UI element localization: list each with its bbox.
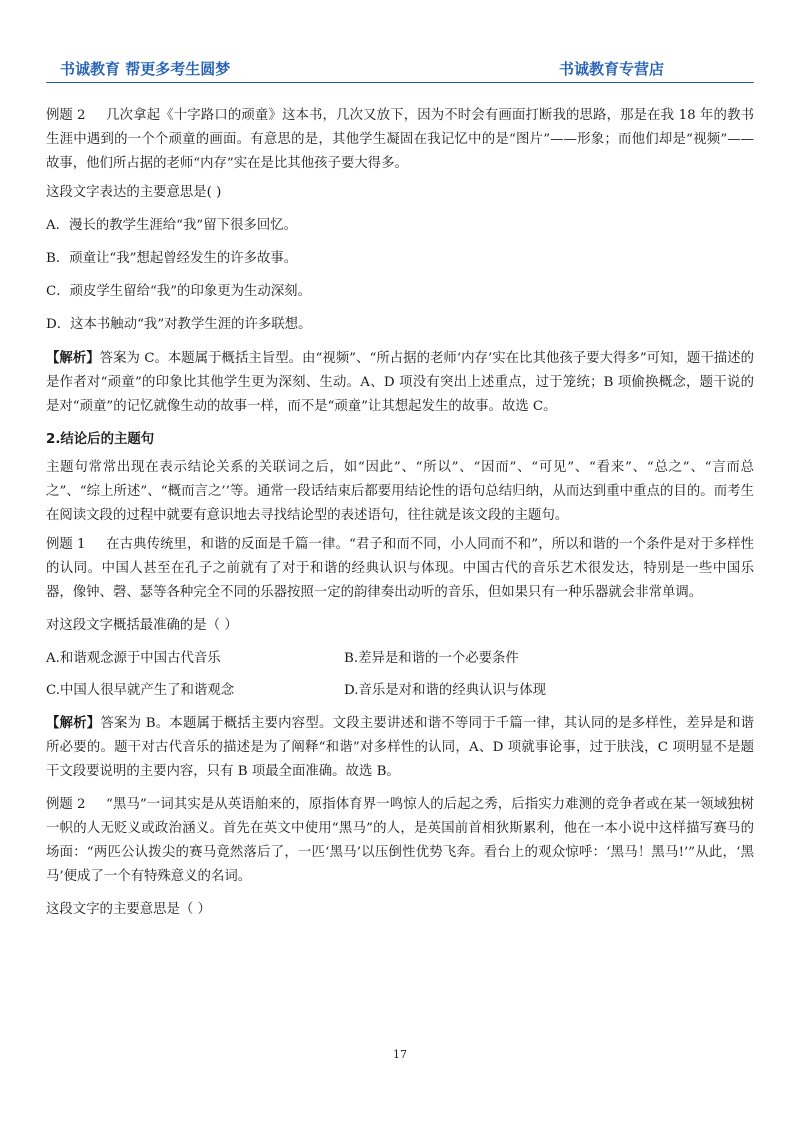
question-prompt: 这段文字的主要意思是（ ） — [46, 901, 211, 917]
section-paragraph: 主题句常常出现在表示结论关系的关联词之后，如“因此”、“所以”、“因而”、“可见”、“看来”、“总之”、“言而总之”、“综上所述”、“概而言之’’等。通常一段话结束后都要用结论性的语句总结归纳，从而达到重中重点的目的。而考生在阅读文段的过程中就要有意识地去寻找结论型的表述语句，往往就是该文段的主题句。 — [46, 460, 754, 523]
analysis-text: 答案为 B。本题属于概括主要内容型。文段主要讲述和谐不等同于千篇一律，其认同的是多样性，差异是和谐所必要的。题干对古代音乐的描述是为了阐释“和谐”对多样性的认同，A、D 项就事论事，过于肤浅，C 项明显不是题干文段要说明的主要内容，只有 B 项最全面准确。故选 B。 — [46, 715, 755, 779]
example-2-passage — [46, 793, 754, 889]
header-left-brand: 书诚教育 帮更多考生圆梦 — [60, 60, 231, 78]
option-b: B．顽童让“我”想起曾经发生的许多故事。 — [46, 250, 298, 266]
example-1-passage — [46, 533, 754, 605]
option-d: D.音乐是对和谐的经典认识与体现 — [344, 682, 546, 698]
analysis-label: 【解析】 — [46, 349, 100, 366]
analysis-label: 【解析】 — [46, 714, 101, 731]
example-label: 例题 2 — [46, 796, 86, 812]
analysis — [46, 346, 754, 419]
example-label: 例题 1 — [46, 536, 86, 552]
options-row — [46, 679, 754, 703]
header-right-store: 书诚教育专营店 — [558, 60, 664, 78]
options-row — [46, 647, 754, 671]
section-heading: 2.结论后的主题句 — [46, 431, 155, 447]
option-c: C．顽皮学生留给“我”的印象更为生动深刻。 — [46, 283, 311, 299]
example-text: 在古典传统里，和谐的反面是千篇一律。“君子和而不同，小人同而不和”，所以和谐的一个条件是对于多样性的认同。中国人甚至在孔子之前就有了对于和谐的经典认识与体现。中国古代的音乐艺术很发达，特别是一些中国乐器，像钟、磬、瑟等各种完全不同的乐器按照一定的韵律奏出动听的音乐，但如果只有一种乐器就会非常单调。 — [46, 536, 754, 600]
example-label: 例题 2 — [46, 108, 86, 123]
document-body — [46, 104, 754, 926]
page-number: 17 — [393, 1048, 407, 1061]
example-2-passage — [46, 104, 754, 176]
option-c: C.中国人很早就产生了和谐观念 — [46, 682, 235, 698]
page-header — [46, 56, 754, 83]
option-a: A.和谐观念源于中国古代音乐 — [46, 650, 221, 666]
option-a: A．漫长的教学生涯给“我”留下很多回忆。 — [46, 217, 298, 233]
question-prompt: 对这段文字概括最准确的是（ ） — [46, 617, 238, 633]
option-d: D．这本书触动“我”对教学生涯的许多联想。 — [46, 316, 312, 332]
analysis — [46, 711, 754, 784]
question-prompt: 这段文字表达的主要意思是( ) — [46, 184, 222, 200]
analysis-text: 答案为 C。本题属于概括主旨型。由“视频”、“所占据的老师‘内存’实在比其他孩子要大得多”可知，题干描述的是作者对“顽童”的印象比其他学生更为深刻、生动。A、D 项没有突出上述重点，过于笼统；B 项偷换概念，题干说的是对“顽童”的记忆就像生动的故事一样，而不是“顽童”让其想起发生的故事。故选 C。 — [46, 350, 754, 414]
option-b: B.差异是和谐的一个必要条件 — [344, 650, 519, 666]
example-text: 几次拿起《十字路口的顽童》这本书，几次又放下，因为不时会有画面打断我的思路，那是在我 18 年的教书生涯中遇到的一个个顽童的画面。有意思的是，其他学生凝固在我记忆中的是“图片”——形象；而他们却是“视频”——故事，他们所占据的老师“内存”实在是比其他孩子要大得多。 — [46, 108, 754, 171]
example-text: “黑马”一词其实是从英语舶来的，原指体育界一鸣惊人的后起之秀，后指实力难测的竞争者或在某一领域独树一帜的人无贬义或政治涵义。首先在英文中使用“黑马”的人，是英国前首相狄斯累利，他在一本小说中这样描写赛马的场面：“两匹公认拨尖的赛马竟然落后了，一匹‘黑马’以压倒性优势飞奔。看台上的观众惊呼：‘黑马！黑马!’”从此，‘黑马’便成了一个有特殊意义的名词。 — [46, 796, 754, 884]
